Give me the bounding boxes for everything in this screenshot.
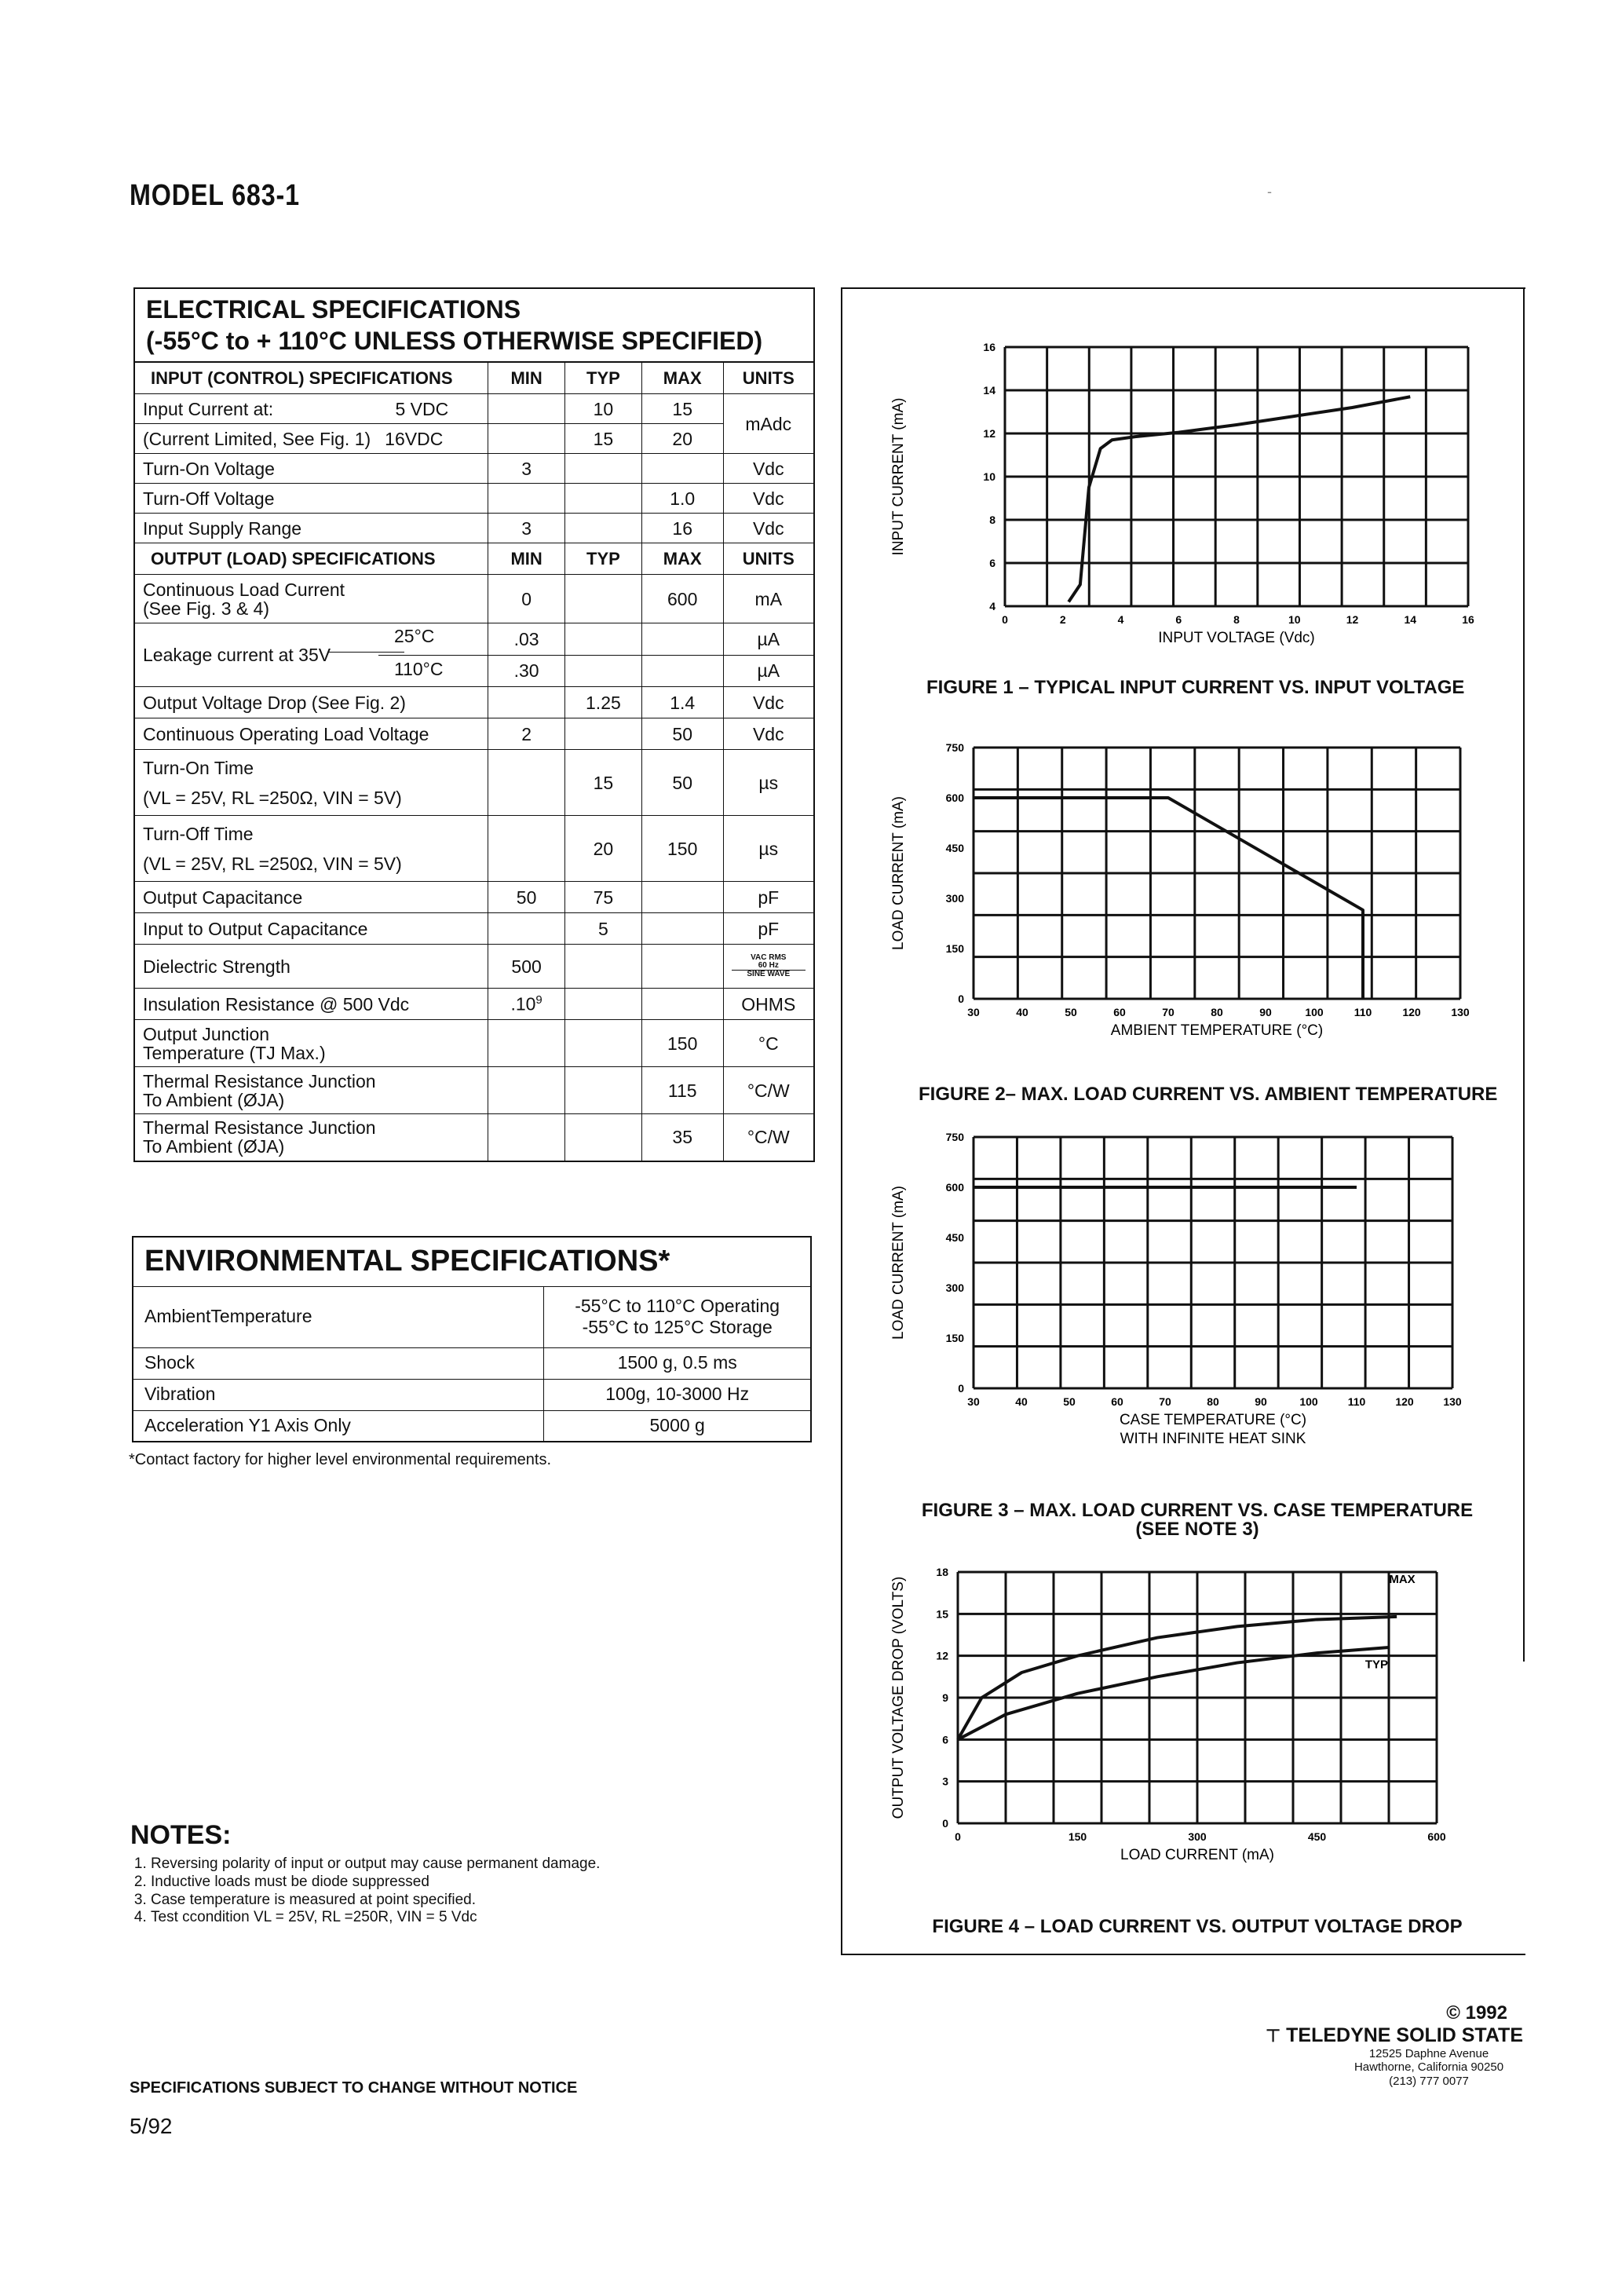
output-header-min: MIN [488,543,565,575]
figure-3-chart [887,1128,1507,1473]
x-tick-label: 450 [1307,1830,1327,1843]
x-tick-label: 130 [1451,1006,1470,1018]
company-address: 12525 Daphne Avenue Hawthorne, California 90250 (213) 777 0077 [1353,2047,1504,2088]
electrical-spec-table [133,287,815,1162]
cov-max: 50 [641,718,723,750]
input-header-units: UNITS [723,362,814,394]
leakage-label-cell [134,623,488,687]
input-header-label: INPUT (CONTROL) SPECIFICATIONS [134,362,488,394]
env-accel-value: 5000 g [544,1410,811,1442]
x-tick-label: 80 [1207,1395,1219,1408]
env-ambient-label: AmbientTemperature [133,1286,544,1347]
ic16-max: 20 [641,424,723,454]
table-row [134,454,814,484]
env-shock-value: 1500 g, 0.5 ms [544,1347,811,1379]
ic5-max: 15 [641,394,723,424]
figure-4-chart [887,1563,1507,1916]
y-tick-label: 150 [945,942,964,955]
thermal2-label: Thermal Resistance Junction To Ambient (ØJA) [134,1114,488,1161]
x-tick-label: 12 [1346,613,1359,626]
environmental-title: ENVIRONMENTAL SPECIFICATIONS* [133,1237,811,1286]
series-line-max [974,798,1363,999]
table-row [133,1379,811,1410]
figure-1-caption: FIGURE 1 – TYPICAL INPUT CURRENT VS. INPUT VOLTAGE [926,677,1465,698]
y-axis-label: INPUT CURRENT (mA) [890,397,907,556]
table-row [134,514,814,543]
y-tick-label: 3 [942,1775,948,1788]
y-tick-label: 150 [945,1332,964,1344]
output-header-units: UNITS [723,543,814,575]
y-tick-label: 12 [936,1649,948,1662]
x-tick-label: 30 [967,1006,980,1018]
turn-off-voltage-label: Turn-Off Voltage [134,484,488,514]
output-cap-typ: 75 [565,882,642,913]
x-tick-label: 90 [1259,1006,1272,1018]
notes-list [130,1855,600,1927]
x-tick-label: 110 [1353,1006,1372,1018]
x-tick-label: 600 [1427,1830,1446,1843]
leakage-min2: .30 [488,655,565,687]
output-header-label: OUTPUT (LOAD) SPECIFICATIONS [134,543,488,575]
leakage-units1: µA [723,623,814,656]
table-row [134,718,814,750]
table-row [134,687,814,718]
company-name-row [1256,2024,1523,2047]
turn-on-voltage-min: 3 [488,454,565,484]
table-row [134,484,814,514]
x-tick-label: 90 [1255,1395,1267,1408]
ovd-units: Vdc [723,687,814,718]
note-item: 3. Case temperature is measured at point specified. [151,1892,600,1910]
table-row [133,1286,811,1347]
ovd-max: 1.4 [641,687,723,718]
table-row [134,1114,814,1161]
table-row [133,1410,811,1442]
figure-2-caption: FIGURE 2– MAX. LOAD CURRENT VS. AMBIENT TEMPERATURE [919,1084,1498,1105]
junction-temp-units: °C [723,1020,814,1067]
copyright: © 1992 [1446,2002,1507,2024]
x-tick-label: 100 [1305,1006,1324,1018]
x-tick-label: 2 [1059,613,1066,626]
x-tick-label: 120 [1402,1006,1421,1018]
turn-off-time-units: µs [723,816,814,882]
table-row [134,623,814,656]
env-shock-label: Shock [133,1347,544,1379]
input-supply-max: 16 [641,514,723,543]
x-tick-label: 120 [1395,1395,1414,1408]
corner-mark: - [1267,184,1272,199]
x-tick-label: 14 [1404,613,1417,626]
series-line-typical [1069,397,1410,601]
doc-date: 5/92 [130,2114,173,2138]
input-current-label: Input Current at: 5 VDC [134,394,488,424]
y-tick-label: 4 [989,600,995,612]
cov-units: Vdc [723,718,814,750]
notes-title: NOTES: [130,1820,232,1850]
input-supply-min: 3 [488,514,565,543]
x-tick-label: 0 [955,1830,961,1843]
turn-on-voltage-label: Turn-On Voltage [134,454,488,484]
y-tick-label: 450 [945,842,964,854]
leakage-t1: 25°C [394,626,435,647]
x-tick-label: 4 [1117,613,1124,626]
junction-temp-label: Output Junction Temperature (TJ Max.) [134,1020,488,1067]
x-tick-label: 300 [1188,1830,1207,1843]
cont-load-current-max: 600 [641,575,723,623]
table-row [133,1347,811,1379]
x-tick-label: 70 [1162,1006,1174,1018]
table-row [134,989,814,1020]
leakage-t2: 110°C [394,659,444,680]
turn-on-time-units: µs [723,750,814,816]
table-row [134,913,814,945]
input-supply-units: Vdc [723,514,814,543]
x-tick-label: 150 [1068,1830,1087,1843]
y-tick-label: 9 [942,1691,948,1704]
x-axis-label-2: WITH INFINITE HEAT SINK [1120,1431,1306,1447]
table-row [134,424,814,454]
y-tick-label: 600 [945,792,964,804]
turn-off-time-label: Turn-Off Time (VL = 25V, RL =250Ω, VIN = 5V) [134,816,488,882]
company-name: TELEDYNE SOLID STATE [1286,2024,1523,2046]
cont-load-current-min: 0 [488,575,565,623]
output-cap-units: pF [723,882,814,913]
junction-temp-max: 150 [641,1020,723,1067]
insulation-label: Insulation Resistance @ 500 Vdc [134,989,488,1020]
x-tick-label: 40 [1015,1395,1028,1408]
table-row [134,575,814,623]
y-tick-label: 750 [945,1131,964,1143]
thermal1-label: Thermal Resistance Junction To Ambient (ØJA) [134,1067,488,1114]
io-cap-units: pF [723,913,814,945]
x-tick-label: 50 [1063,1395,1076,1408]
x-tick-label: 100 [1299,1395,1318,1408]
ovd-typ: 1.25 [565,687,642,718]
cov-min: 2 [488,718,565,750]
cont-load-current-units: mA [723,575,814,623]
note-item: 4. Test ccondition VL = 25V, RL =250R, VIN = 5 Vdc [151,1909,600,1927]
output-header-max: MAX [641,543,723,575]
series-line-typ [958,1647,1389,1739]
y-tick-label: 6 [942,1733,948,1746]
company-block [1256,2002,1523,2088]
x-tick-label: 0 [1002,613,1008,626]
turn-on-time-max: 50 [641,750,723,816]
leakage-min1: .03 [488,623,565,656]
y-axis-label: LOAD CURRENT (mA) [890,796,907,950]
dielectric-units: VAC RMS 60 Hz SINE WAVE [723,945,814,989]
series-label-max: MAX [1389,1573,1416,1587]
input-supply-label: Input Supply Range [134,514,488,543]
insulation-units: OHMS [723,989,814,1020]
y-tick-label: 12 [983,427,995,440]
env-ambient-value: -55°C to 110°C Operating -55°C to 125°C Storage [544,1286,811,1347]
turn-off-voltage-units: Vdc [723,484,814,514]
insulation-min: $.10^9$ [488,989,565,1020]
turn-off-time-typ: 20 [565,816,642,882]
table-row [134,882,814,913]
table-row [134,1020,814,1067]
dielectric-min: 500 [488,945,565,989]
electrical-title-line2: (-55°C to + 110°C UNLESS OTHERWISE SPECIFIED) [146,327,763,355]
input-current-limited: (Current Limited, See Fig. 1) 16VDC [134,424,488,454]
y-tick-label: 14 [983,384,995,397]
ic-units: mAdc [723,394,814,454]
y-tick-label: 300 [945,892,964,905]
thermal2-max: 35 [641,1114,723,1161]
y-tick-label: 300 [945,1281,964,1294]
output-cap-min: 50 [488,882,565,913]
output-header-row [134,543,814,575]
x-tick-label: 40 [1016,1006,1028,1018]
x-axis-label: AMBIENT TEMPERATURE (°C) [1110,1022,1324,1039]
x-tick-label: 130 [1443,1395,1462,1408]
x-axis-label: LOAD CURRENT (mA) [1120,1847,1274,1863]
table-row [134,750,814,816]
x-tick-label: 6 [1175,613,1182,626]
figure-2-chart [887,738,1507,1060]
ic16-typ: 15 [565,424,642,454]
figure-4-caption: FIGURE 4 – LOAD CURRENT VS. OUTPUT VOLTAGE DROP [932,1916,1463,1937]
y-tick-label: 18 [936,1566,948,1578]
io-cap-label: Input to Output Capacitance [134,913,488,945]
notes-section [130,1820,600,1927]
turn-on-time-label: Turn-On Time (VL = 25V, RL =250Ω, VIN = 5V) [134,750,488,816]
table-row [134,816,814,882]
spec-notice: SPECIFICATIONS SUBJECT TO CHANGE WITHOUT NOTICE [130,2079,578,2097]
env-accel-label: Acceleration Y1 Axis Only [133,1410,544,1442]
table-row [134,945,814,989]
x-tick-label: 60 [1113,1006,1126,1018]
y-tick-label: 750 [945,741,964,754]
output-cap-label: Output Capacitance [134,882,488,913]
y-tick-label: 0 [958,993,964,1005]
y-tick-label: 16 [983,341,995,353]
x-tick-label: 16 [1462,613,1474,626]
turn-off-voltage-max: 1.0 [641,484,723,514]
y-tick-label: 10 [983,470,995,483]
leakage-label: Leakage current at 35V [143,645,331,666]
input-header-min: MIN [488,362,565,394]
turn-off-time-max: 150 [641,816,723,882]
electrical-title-line1: ELECTRICAL SPECIFICATIONS [146,295,521,324]
y-axis-label: OUTPUT VOLTAGE DROP (VOLTS) [890,1576,907,1819]
x-tick-label: 10 [1288,613,1301,626]
figures-frame-right [1523,287,1525,1662]
leakage-units2: µA [723,655,814,687]
x-axis-label: CASE TEMPERATURE (°C) [1119,1412,1307,1428]
x-tick-label: 30 [967,1395,980,1408]
x-axis-label: INPUT VOLTAGE (Vdc) [1158,630,1315,646]
turn-on-voltage-units: Vdc [723,454,814,484]
input-header-max: MAX [641,362,723,394]
x-tick-label: 8 [1233,613,1240,626]
y-tick-label: 450 [945,1231,964,1244]
env-footnote: *Contact factory for higher level environmental requirements. [129,1451,552,1468]
y-tick-label: 8 [989,514,995,526]
y-tick-label: 0 [958,1382,964,1395]
teledyne-logo-icon: ⊤ [1266,2026,1281,2046]
env-vibration-label: Vibration [133,1379,544,1410]
y-tick-label: 600 [945,1181,964,1194]
y-tick-label: 15 [936,1607,948,1621]
figure-3-caption: FIGURE 3 – MAX. LOAD CURRENT VS. CASE TEMPERATURE [921,1500,1474,1521]
thermal1-max: 115 [641,1067,723,1114]
cont-load-current-label: Continuous Load Current (See Fig. 3 & 4) [134,575,488,623]
model-title: MODEL 683-1 [130,179,300,212]
table-row [134,394,814,424]
table-row [134,1067,814,1114]
x-tick-label: 70 [1159,1395,1171,1408]
x-tick-label: 110 [1347,1395,1366,1408]
ovd-label: Output Voltage Drop (See Fig. 2) [134,687,488,718]
thermal2-units: °C/W [723,1114,814,1161]
figure-3-subtitle: (SEE NOTE 3) [1135,1519,1259,1540]
x-tick-label: 60 [1111,1395,1123,1408]
series-line-max [958,1617,1397,1739]
input-header-typ: TYP [565,362,642,394]
ic5-typ: 10 [565,394,642,424]
series-label-typ: TYP [1364,1658,1389,1672]
turn-on-time-typ: 15 [565,750,642,816]
note-item: 1. Reversing polarity of input or output may cause permanent damage. [151,1855,600,1874]
io-cap-typ: 5 [565,913,642,945]
environmental-table [132,1236,812,1442]
y-tick-label: 6 [989,557,995,569]
input-header-row [134,362,814,394]
cov-label: Continuous Operating Load Voltage [134,718,488,750]
figure-1-chart [887,338,1500,667]
dielectric-label: Dielectric Strength [134,945,488,989]
note-item: 2. Inductive loads must be diode suppressed [151,1874,600,1892]
thermal1-units: °C/W [723,1067,814,1114]
output-header-typ: TYP [565,543,642,575]
y-axis-label: LOAD CURRENT (mA) [890,1186,907,1340]
x-tick-label: 80 [1211,1006,1223,1018]
electrical-title [134,288,814,362]
env-vibration-value: 100g, 10-3000 Hz [544,1379,811,1410]
y-tick-label: 0 [942,1817,948,1830]
x-tick-label: 50 [1065,1006,1077,1018]
